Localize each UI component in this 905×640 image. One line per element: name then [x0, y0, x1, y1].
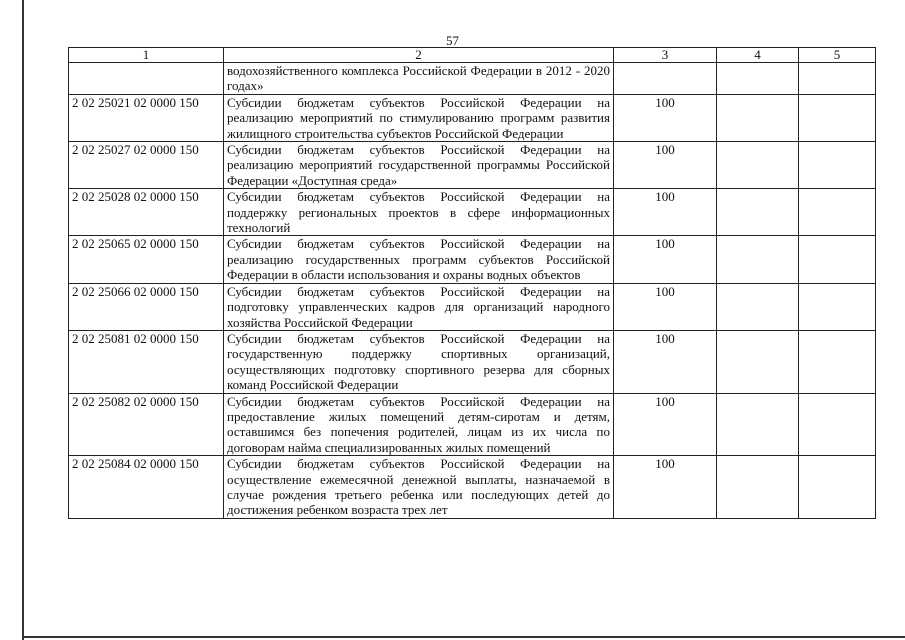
col5-value: [799, 283, 876, 330]
column-header: 1: [69, 48, 224, 63]
col4-value: [717, 330, 799, 393]
col4-value: [717, 189, 799, 236]
col5-value: [799, 236, 876, 283]
row-description: Субсидии бюджетам субъектов Российской Федерации на подготовку управленческих кадров для организаций народного хозяйства Российской Федерации: [224, 283, 614, 330]
col4-value: [717, 393, 799, 456]
col3-value: 100: [614, 142, 717, 189]
page-number: 57: [446, 33, 459, 48]
table-row: [69, 456, 876, 519]
budget-code: 2 02 25021 02 0000 150: [69, 94, 224, 141]
col3-value: 100: [614, 330, 717, 393]
row-description: Субсидии бюджетам субъектов Российской Федерации на государственную поддержку спортивных организаций, осуществляющих подготовку спортивного резерва для сборных команд Российской Федерации: [224, 330, 614, 393]
row-description: водохозяйственного комплекса Российской Федерации в 2012 - 2020 годах»: [224, 63, 614, 95]
table-header-row: [69, 48, 876, 63]
table-row: [69, 63, 876, 95]
row-description: Субсидии бюджетам субъектов Российской Федерации на поддержку региональных проектов в сфере информационных технологий: [224, 189, 614, 236]
table-row: [69, 142, 876, 189]
col5-value: [799, 189, 876, 236]
table-row: [69, 393, 876, 456]
table-row: [69, 236, 876, 283]
budget-code: 2 02 25081 02 0000 150: [69, 330, 224, 393]
col5-value: [799, 142, 876, 189]
col5-value: [799, 330, 876, 393]
col3-value: 100: [614, 283, 717, 330]
budget-code: 2 02 25065 02 0000 150: [69, 236, 224, 283]
col3-value: 100: [614, 393, 717, 456]
page-bottom-border: [22, 636, 905, 638]
column-header: 3: [614, 48, 717, 63]
col4-value: [717, 63, 799, 95]
col5-value: [799, 393, 876, 456]
col5-value: [799, 63, 876, 95]
budget-code: 2 02 25082 02 0000 150: [69, 393, 224, 456]
row-description: Субсидии бюджетам субъектов Российской Федерации на осуществление ежемесячной денежной выплаты, назначаемой в случае рождения третьего ребенка или последующих детей до достижения ребенком возраста трех лет: [224, 456, 614, 519]
col5-value: [799, 94, 876, 141]
row-description: Субсидии бюджетам субъектов Российской Федерации на реализацию государственных программ субъектов Российской Федерации в области использования и охраны водных объектов: [224, 236, 614, 283]
column-header: 5: [799, 48, 876, 63]
column-header: 4: [717, 48, 799, 63]
table-row: [69, 94, 876, 141]
col4-value: [717, 456, 799, 519]
column-header: 2: [224, 48, 614, 63]
col4-value: [717, 94, 799, 141]
page-left-border: [22, 0, 24, 640]
table-row: [69, 330, 876, 393]
col3-value: 100: [614, 94, 717, 141]
row-description: Субсидии бюджетам субъектов Российской Федерации на реализацию мероприятий по стимулированию программ развития жилищного строительства субъектов Российской Федерации: [224, 94, 614, 141]
col4-value: [717, 283, 799, 330]
budget-code: 2 02 25084 02 0000 150: [69, 456, 224, 519]
col3-value: [614, 63, 717, 95]
budget-code: 2 02 25028 02 0000 150: [69, 189, 224, 236]
col4-value: [717, 236, 799, 283]
col3-value: 100: [614, 456, 717, 519]
row-description: Субсидии бюджетам субъектов Российской Федерации на предоставление жилых помещений детям-сиротам и детям, оставшимся без попечения родителей, лицам из их числа по договорам найма специализированных жилых помещений: [224, 393, 614, 456]
col5-value: [799, 456, 876, 519]
budget-table: [68, 47, 876, 519]
col3-value: 100: [614, 236, 717, 283]
budget-code: 2 02 25027 02 0000 150: [69, 142, 224, 189]
table-row: [69, 283, 876, 330]
table-row: [69, 189, 876, 236]
col3-value: 100: [614, 189, 717, 236]
row-description: Субсидии бюджетам субъектов Российской Федерации на реализацию мероприятий государственной программы Российской Федерации «Доступная среда»: [224, 142, 614, 189]
col4-value: [717, 142, 799, 189]
budget-code: [69, 63, 224, 95]
budget-code: 2 02 25066 02 0000 150: [69, 283, 224, 330]
